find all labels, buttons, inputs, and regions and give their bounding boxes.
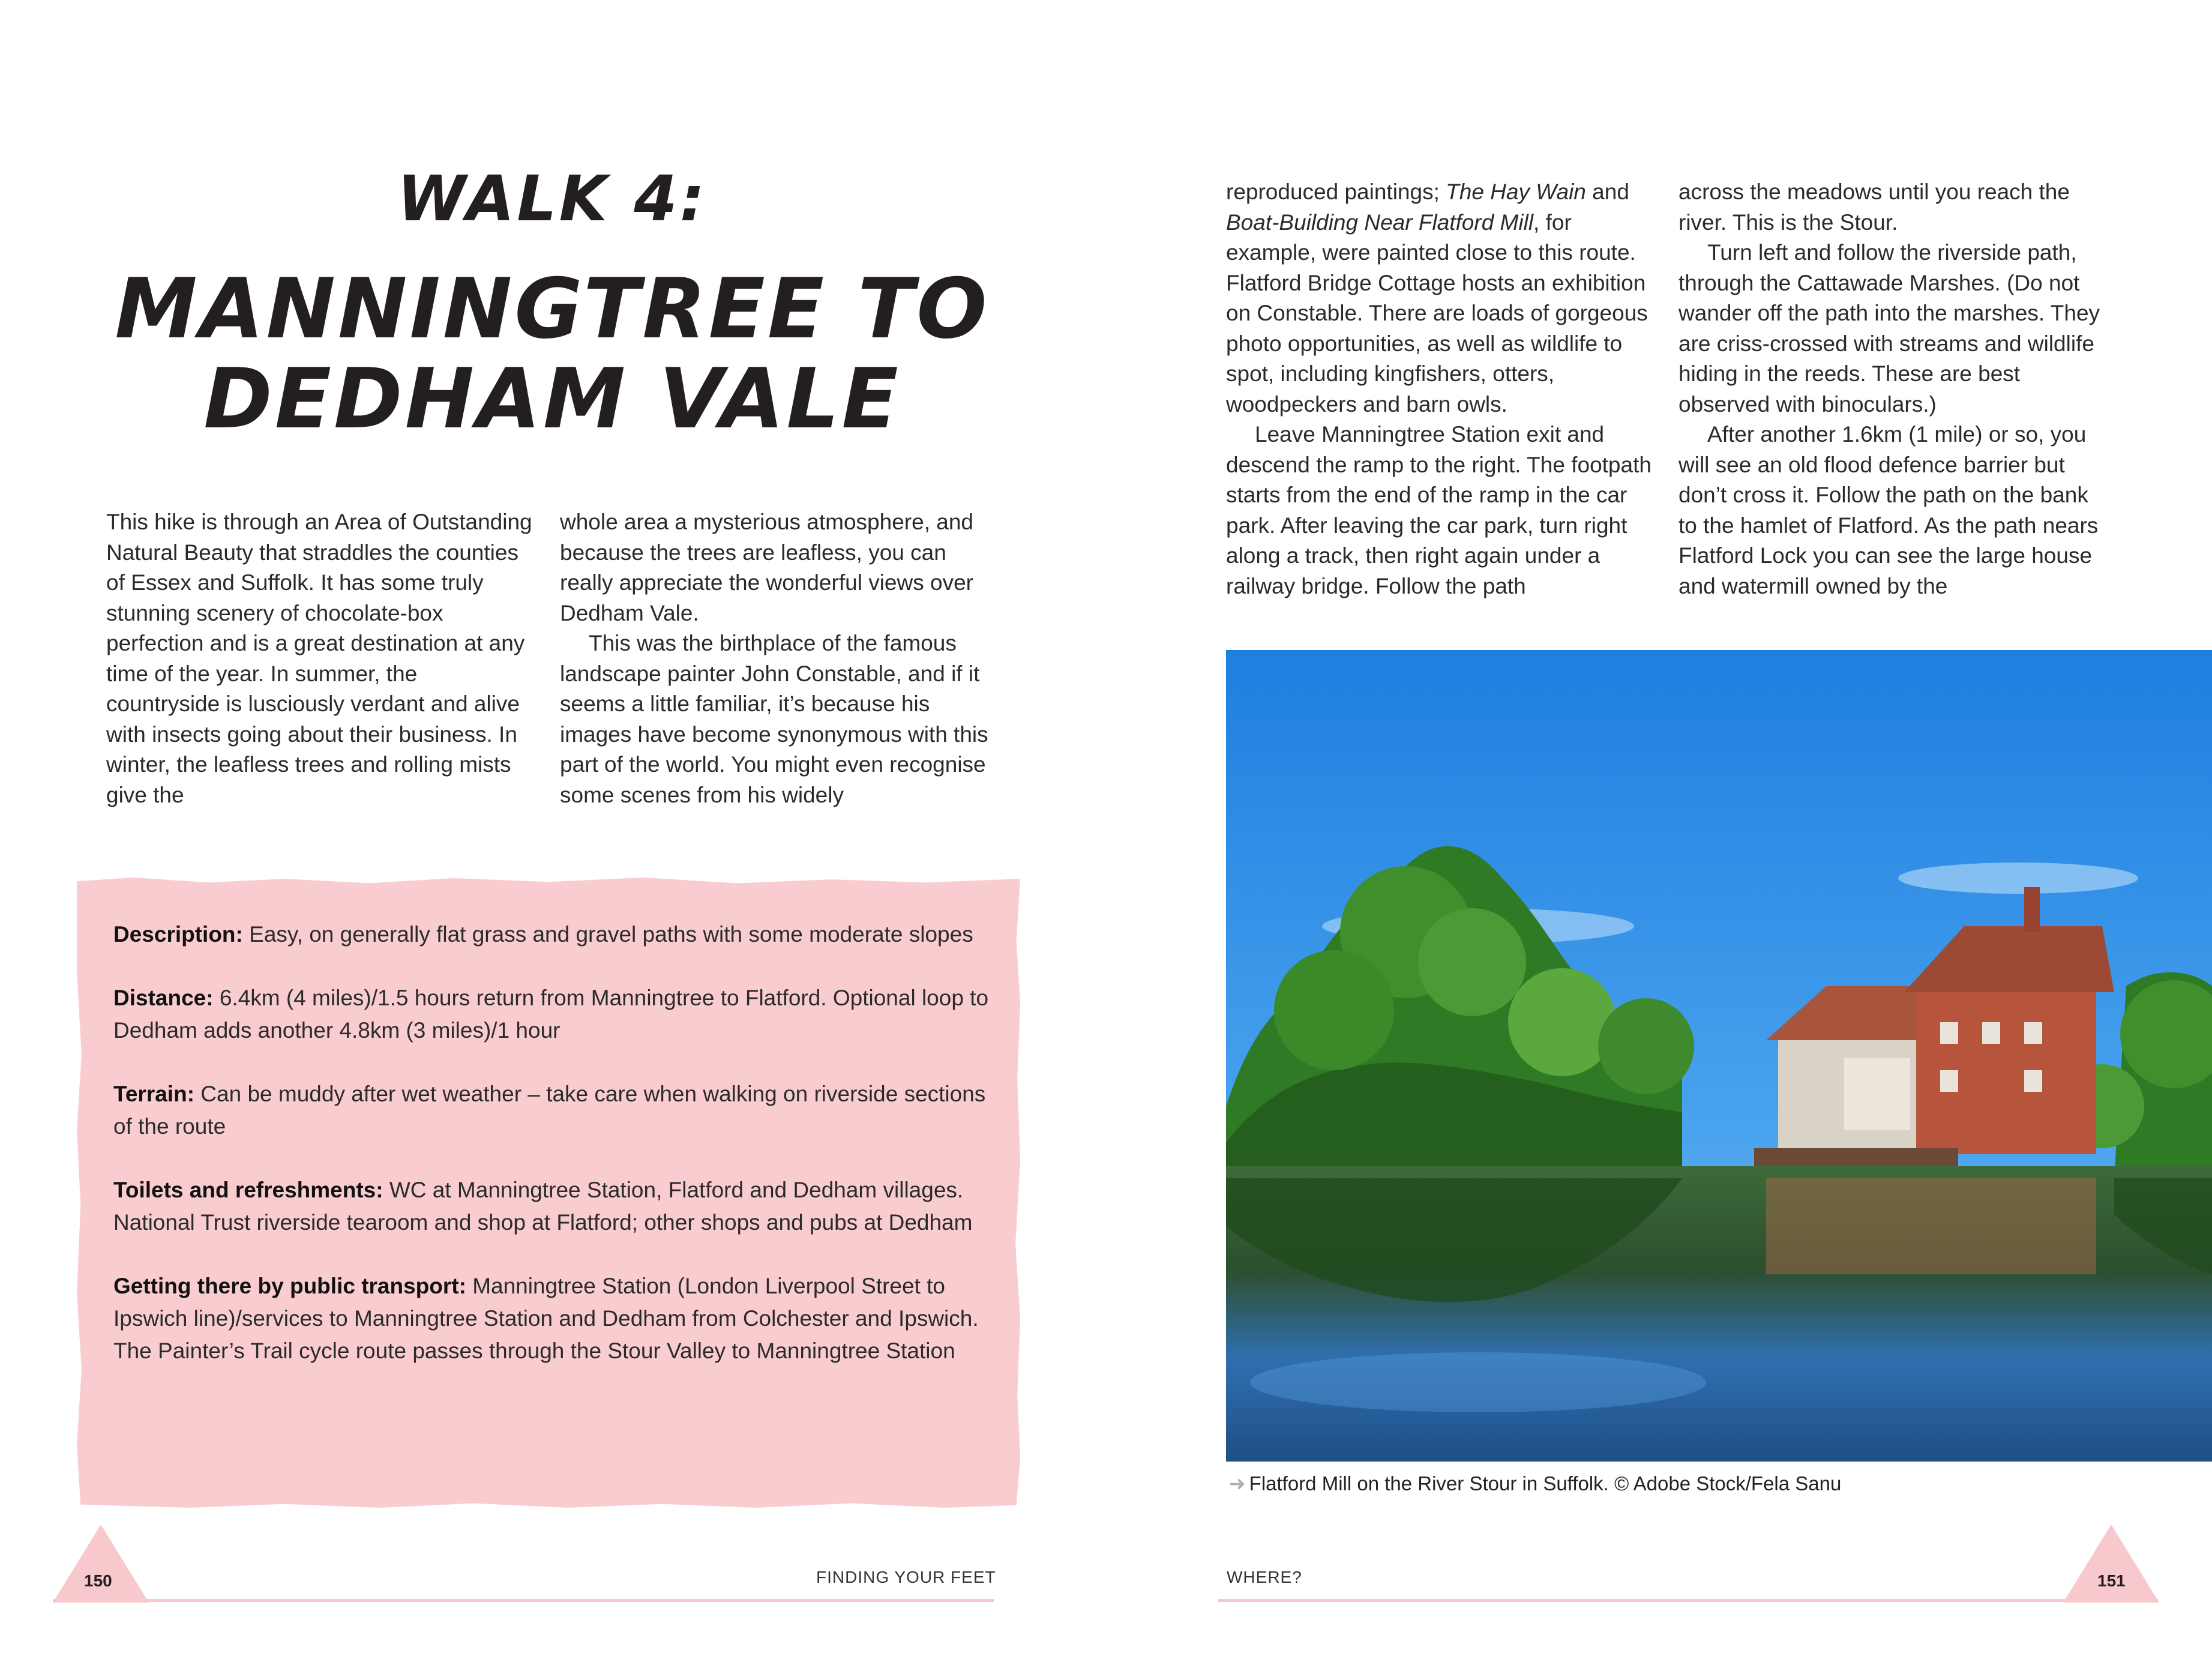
paragraph: whole area a mysterious atmosphere, and because the trees are leafless, you can really appreciate the wonderful views over Dedham Vale. [560, 510, 973, 625]
body-column-2 [560, 507, 992, 810]
info-terrain: Terrain: Can be muddy after wet weather – take care when walking on riverside sections of the route [113, 1082, 986, 1139]
info-toilets: Toilets and refreshments: WC at Manningtree Station, Flatford and Dedham villages. National Trust riverside tearoom and shop at Flatford; other shops and pubs at Dedham [113, 1178, 973, 1235]
running-footer-left: FINDING YOUR FEET [816, 1568, 996, 1586]
arrow-right-icon: ➜ [1229, 1472, 1246, 1495]
paragraph: across the meadows until you reach the river. This is the Stour. [1679, 179, 2070, 235]
running-footer-right: WHERE? [1227, 1568, 1302, 1586]
page-number-right: 151 [2097, 1571, 2126, 1590]
photo-caption: ➜ Flatford Mill on the River Stour in Suffolk. © Adobe Stock/Fela Sanu [1229, 1472, 1842, 1495]
walk-title-line-1: MANNINGTREE TO [115, 260, 990, 357]
body-column-4 [1679, 177, 2111, 601]
footer-rule-left [53, 1599, 994, 1602]
walk-label: WALK 4: [397, 162, 708, 235]
paragraph: This was the birthplace of the famous landscape painter John Constable, and if it seems a little familiar, it’s because his images have become synonymous with this part of the world. You might even recognise some scenes from his widely [560, 631, 988, 807]
page-number-triangle-right [2063, 1525, 2159, 1603]
paragraph: After another 1.6km (1 mile) or so, you will see an old flood defence barrier but don’t cross it. Follow the path on the bank to the hamlet of Flatford. As the path nears Flatford Lock you can see the large house and watermill owned by the [1679, 422, 2099, 598]
footer-rule-right [1218, 1599, 2158, 1602]
walk-title-line-2: DEDHAM VALE [203, 351, 901, 447]
walk-info-list [113, 918, 990, 1399]
paragraph: Turn left and follow the riverside path, through the Cattawade Marshes. (Do not wander off the path into the marshes. They are criss-crossed with streams and wildlife hiding in the reeds. These are best observed with binoculars.) [1679, 240, 2100, 417]
walk-title [108, 260, 996, 447]
body-column-1 [106, 507, 532, 810]
info-distance: Distance: 6.4km (4 miles)/1.5 hours return from Manningtree to Flatford. Optional loop to Dedham adds another 4.8km (3 miles)/1 hour [113, 986, 989, 1043]
paragraph: Leave Manningtree Station exit and descend the ramp to the right. The footpath starts from the end of the ramp in the car park. After leaving the car park, turn right along a track, then right again under a railway bridge. Follow the path [1226, 422, 1651, 598]
intro-paragraph: This hike is through an Area of Outstanding Natural Beauty that straddles the counties of Essex and Suffolk. It has some truly stunning scenery of chocolate-box perfection and is a great destination at any time of the year. In summer, the countryside is lusciously verdant and alive with insects going about their business. In winter, the leafless trees and rolling mists give the [106, 510, 532, 807]
body-column-3 [1226, 177, 1658, 601]
paragraph: reproduced paintings; The Hay Wain and Boat-Building Near Flatford Mill, for example, were painted close to this route. Flatford Bridge Cottage hosts an exhibition on Constable. There are loads of gorgeous photo opportunities, as well as wildlife to spot, including kingfishers, otters, woodpeckers and barn owls. [1226, 179, 1648, 417]
info-transport: Getting there by public transport: Manningtree Station (London Liverpool Street to Ipswich line)/services to Manningtree Station and Dedham from Colchester and Ipswich. The Painter’s Trail cycle route passes through the Stour Valley to Manningtree Station [113, 1274, 979, 1363]
page-number-triangle-left [53, 1525, 149, 1603]
flatford-mill-photo [1226, 650, 2212, 1462]
info-description: Description: Easy, on generally flat grass and gravel paths with some moderate slopes [113, 922, 973, 947]
page-number-left: 150 [84, 1571, 112, 1590]
